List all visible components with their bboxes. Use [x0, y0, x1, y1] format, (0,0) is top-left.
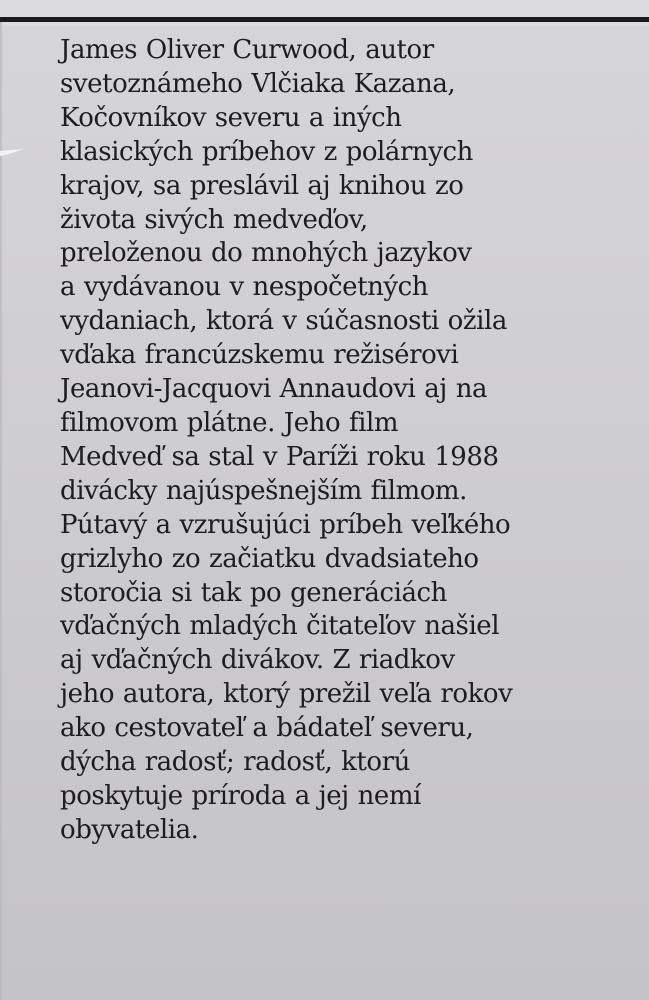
text-line: krajov, sa preslávil aj knihou zo [60, 170, 464, 201]
text-line: Jeanovi-Jacquovi Annaudovi aj na [60, 374, 488, 405]
blurb-paragraph [60, 34, 640, 848]
text-line: dýcha radosť; radosť, ktorú [60, 747, 410, 778]
text-line: poskytuje príroda a jej nemí [60, 780, 421, 811]
paper-notch-mark [0, 148, 26, 158]
text-line: Pútavý a vzrušujúci príbeh veľkého [60, 509, 511, 540]
text-line: aj vďačných divákov. Z riadkov [60, 645, 455, 676]
text-line: filmovom plátne. Jeho film [60, 407, 399, 438]
text-line: života sivých medveďov, [60, 204, 368, 235]
text-line: vydaniach, ktorá v súčasnosti ožila [60, 306, 507, 337]
text-line: a vydávanou v nespočetných [60, 272, 429, 303]
page-edge-shadow [0, 22, 3, 1000]
text-line: vďačných mladých čitateľov našiel [60, 611, 500, 642]
text-line: grizlyho zo začiatku dvadsiateho [60, 543, 479, 574]
text-line: klasických príbehov z polárnych [60, 136, 473, 167]
text-line: storočia si tak po generáciách [60, 577, 447, 608]
text-line: divácky najúspešnejším filmom. [60, 475, 467, 506]
text-line: vďaka francúzskemu režisérovi [60, 340, 459, 371]
text-line: obyvatelia. [60, 814, 199, 845]
text-line: James Oliver Curwood, autor [60, 35, 434, 65]
text-line: svetoznámeho Vlčiaka Kazana, [60, 68, 456, 99]
text-line: Medveď sa stal v Paríži roku 1988 [60, 441, 499, 472]
top-margin [0, 0, 649, 26]
text-line: Kočovníkov severu a iných [60, 102, 402, 133]
top-rule-line [0, 17, 649, 22]
text-line: ako cestovateľ a bádateľ severu, [60, 713, 474, 744]
text-line: jeho autora, ktorý prežil veľa rokov [60, 679, 513, 710]
text-line: preloženou do mnohých jazykov [60, 238, 472, 269]
